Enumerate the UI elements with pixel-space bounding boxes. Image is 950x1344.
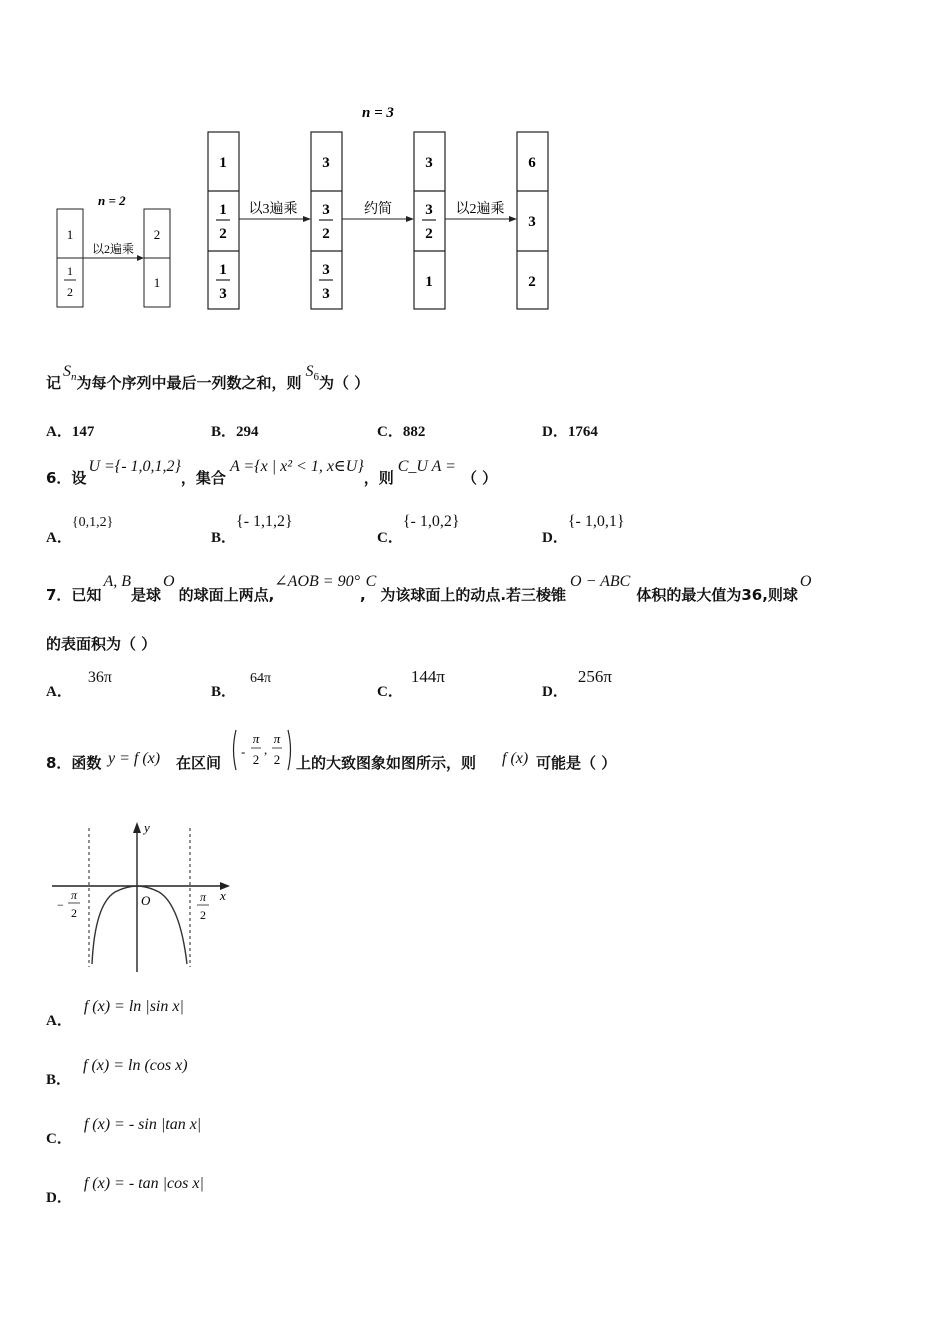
svg-text:2: 2	[200, 908, 206, 922]
q7-option-d[interactable]: D．256π	[542, 667, 612, 700]
n2-left-cell-1: 1	[66, 227, 74, 242]
q8-func: y = f (x)	[108, 750, 161, 767]
origin-label: O	[141, 893, 151, 908]
n3-col4-cell-1: 6	[528, 155, 536, 171]
svg-text:−: −	[57, 898, 64, 912]
q6-complement: C_U A =	[397, 458, 456, 475]
svg-text:2: 2	[67, 285, 73, 299]
n2-arrow-label: 以2遍乘	[91, 242, 135, 256]
q6-stem	[46, 455, 498, 487]
svg-text:π: π	[252, 731, 260, 746]
q6-option-c[interactable]: C．{- 1,0,2}	[377, 513, 460, 546]
q6-option-d[interactable]: D．{- 1,0,1}	[542, 513, 625, 546]
q6-option-a[interactable]: A．{0,1,2}	[46, 515, 114, 546]
q6-paren: （ ）	[461, 469, 498, 487]
svg-text:1: 1	[219, 202, 227, 218]
left-tick-label	[57, 888, 80, 920]
y-axis-label: y	[144, 820, 150, 835]
q7-number: 7．已知	[46, 586, 102, 604]
svg-text:3: 3	[219, 286, 227, 302]
svg-text:,: ,	[264, 742, 268, 757]
n3-col3-cell-2	[422, 202, 436, 242]
n3-arrow2-label: 约简	[364, 202, 392, 217]
q8-t2: 上的大致图象如图所示，则	[296, 754, 477, 772]
q7-t2: 的球面上两点,	[178, 586, 275, 604]
n3-arrow1-head	[303, 216, 311, 222]
q5-option-c[interactable]: C．882	[377, 424, 426, 440]
svg-text:2: 2	[71, 906, 77, 920]
n2-label: n = 2	[98, 193, 126, 208]
q5-stem	[46, 362, 369, 396]
q7-t5: 体积的最大值为36,则球	[636, 586, 798, 604]
q6-number: 6．设	[46, 469, 87, 487]
q5-option-b[interactable]: B．294	[211, 424, 259, 440]
n2-right-cell-2: 1	[153, 275, 161, 290]
q8-option-a[interactable]: A．f (x) = ln |sin x|	[46, 998, 184, 1029]
svg-text:2: 2	[273, 752, 281, 767]
svg-text:2: 2	[219, 226, 227, 242]
q8-interval	[230, 726, 296, 774]
q8-t3: 可能是（ ）	[536, 754, 617, 772]
svg-text:2: 2	[425, 226, 433, 242]
n3-col1-cell-3	[216, 262, 230, 302]
q5-s6: $S_6$	[305, 363, 320, 384]
svg-text:1: 1	[67, 264, 73, 278]
q7-t4: 为该球面上的动点.若三棱锥	[380, 586, 567, 604]
q8-option-d[interactable]: D．f (x) = - tan |cos x|	[46, 1175, 204, 1206]
q7-option-c[interactable]: C．144π	[377, 667, 445, 700]
sequence-diagram	[0, 0, 950, 330]
q7-t3: ,	[359, 586, 366, 604]
q7-option-a[interactable]: A．36π	[46, 669, 112, 700]
svg-text:-: -	[241, 744, 246, 759]
n3-arrow3-label: 以2遍乘	[455, 202, 505, 217]
function-curve	[92, 886, 187, 964]
q5-option-a[interactable]: A．147	[46, 424, 95, 440]
q8-option-c[interactable]: C．f (x) = - sin |tan x|	[46, 1116, 202, 1147]
n3-col2-cell-3	[319, 262, 333, 302]
right-tick-label	[197, 890, 209, 922]
q7-c: C	[365, 573, 377, 590]
n3-label: n = 3	[362, 105, 394, 121]
n3-col4-cell-2: 3	[528, 214, 536, 230]
svg-text:π: π	[70, 888, 78, 902]
n2-left-cell-2	[64, 264, 76, 299]
q5-stem-c: 为（ ）	[319, 374, 370, 392]
n2-right-column	[144, 209, 170, 307]
n3-col4-cell-3: 2	[528, 274, 536, 290]
n3-arrow3-head	[509, 216, 517, 222]
q8-option-b[interactable]: B．f (x) = ln (cos x)	[46, 1057, 188, 1088]
svg-text:3: 3	[322, 286, 330, 302]
q8-fx: f (x)	[502, 750, 529, 767]
q6-mid2: ，则	[363, 469, 394, 487]
q5-stem-a: 记	[46, 374, 62, 392]
n3-col2-cell-2	[319, 202, 333, 242]
q7-stem	[46, 570, 812, 604]
q8-graph	[40, 812, 240, 977]
q7-ab: A, B	[103, 573, 131, 590]
q5-stem-b: 为每个序列中最后一列数之和，则	[76, 374, 302, 392]
svg-text:3: 3	[322, 202, 330, 218]
n2-arrow-head	[137, 255, 144, 261]
q7-line2: 的表面积为（ ）	[46, 635, 157, 653]
svg-text:π: π	[273, 731, 281, 746]
q7-option-b[interactable]: B．64π	[211, 671, 272, 700]
n3-col3-cell-1: 3	[425, 155, 433, 171]
q5-sn: $S_n$	[63, 363, 77, 384]
svg-text:3: 3	[425, 202, 433, 218]
n3-col1-cell-1: 1	[219, 155, 227, 171]
q6-u-set: U ={- 1,0,1,2}	[88, 458, 181, 475]
q5-option-d[interactable]: D．1764	[542, 424, 598, 440]
q7-angle: ∠AOB = 90°	[274, 573, 360, 590]
n2-right-cell-1: 2	[153, 227, 161, 242]
q7-o2: O	[799, 573, 812, 590]
y-axis-arrow	[133, 822, 141, 833]
svg-text:2: 2	[322, 226, 330, 242]
q7-pyramid: O − ABC	[570, 573, 631, 590]
q8-number: 8．函数	[46, 754, 102, 772]
q8-t1: 在区间	[176, 754, 222, 772]
q6-option-b[interactable]: B．{- 1,1,2}	[211, 513, 293, 546]
n3-col2-cell-1: 3	[322, 155, 330, 171]
x-axis-label: x	[220, 888, 226, 903]
n3-arrow1-label: 以3遍乘	[248, 202, 298, 217]
n3-col1-cell-2	[216, 202, 230, 242]
svg-text:1: 1	[219, 262, 227, 278]
n3-col3-cell-3: 1	[425, 274, 433, 290]
svg-text:π: π	[199, 890, 207, 904]
svg-text:2: 2	[252, 752, 260, 767]
svg-text:3: 3	[322, 262, 330, 278]
q6-a-set: A ={x | x² < 1, x∈U}	[229, 458, 364, 475]
q7-o1: O	[163, 573, 175, 590]
q7-t1: 是球	[130, 586, 161, 604]
q6-mid: ，集合	[180, 469, 226, 487]
n3-arrow2-head	[406, 216, 414, 222]
